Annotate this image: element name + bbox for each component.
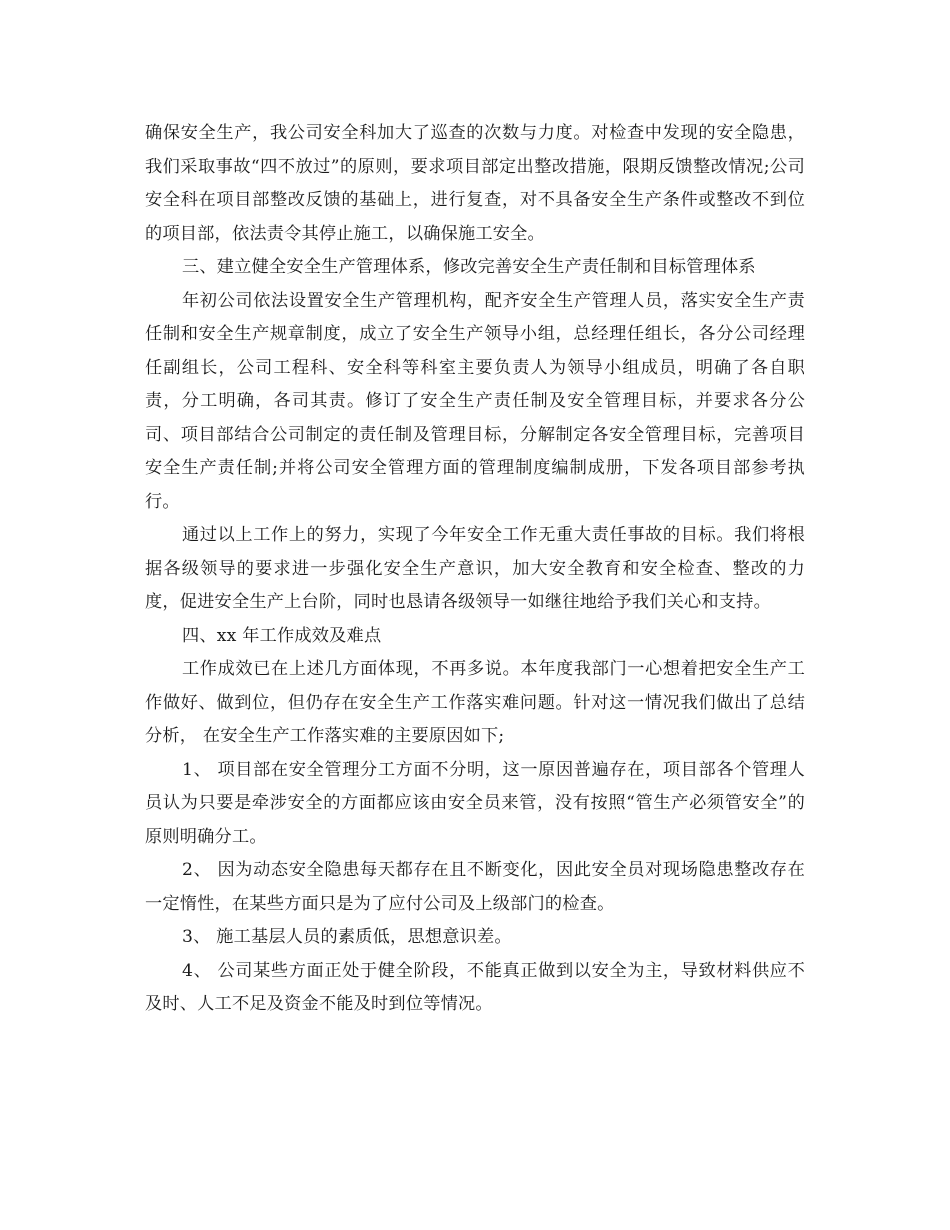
list-item-4: 4、 公司某些方面正处于健全阶段，不能真正做到以安全为主，导致材料供应不及时、人工不足及资金不能及时到位等情况。 [145,960,805,1014]
section-heading-4: 四、xx 年工作成效及难点 [182,625,382,646]
paragraph-management-system: 年初公司依法设置安全生产管理机构，配齐安全生产管理人员，落实安全生产责任制和安全生产规章制度，成立了安全生产领导小组，总经理任组长，各分公司经理任副组长，公司工程科、安全科等科室主要负责人为领导小组成员，明确了各自职责，分工明确，各司其责。修订了安全生产责任制及安全管理目标，并要求各分公司、项目部结合公司制定的责任制及管理目标，分解制定各安全管理目标，完善项目安全生产责任制;并将公司安全管理方面的管理制度编制成册，下发各项目部参考执行。 [145,290,805,512]
paragraph-safety-inspection: 确保安全生产，我公司安全科加大了巡查的次数与力度。对检查中发现的安全隐患，我们采取事故“四不放过”的原则，要求项目部定出整改措施，限期反馈整改情况;公司安全科在项目部整改反馈的基础上，进行复查，对不具备安全生产条件或整改不到位的项目部，依法责令其停止施工，以确保施工安全。 [145,123,805,244]
document-body [145,117,805,1022]
list-item-3: 3、 施工基层人员的素质低，思想意识差。 [182,927,512,947]
section-heading-3: 三、建立健全安全生产管理体系，修改完善安全生产责任制和目标管理体系 [182,257,756,277]
paragraph-achievement: 通过以上工作上的努力，实现了今年安全工作无重大责任事故的目标。我们将根据各级领导的要求进一步强化安全生产意识，加大安全教育和安全检查、整改的力度，促进安全生产上台阶，同时也恳请各级领导一如继往地给予我们关心和支持。 [145,525,805,612]
list-item-2: 2、 因为动态安全隐患每天都存在且不断变化，因此安全员对现场隐患整改存在一定惰性，在某些方面只是为了应付公司及上级部门的检查。 [145,860,805,914]
list-item-1: 1、 项目部在安全管理分工方面不分明，这一原因普遍存在，项目部各个管理人员认为只要是牵涉安全的方面都应该由安全员来管，没有按照“管生产必须管安全”的原则明确分工。 [145,759,805,847]
paragraph-results-difficulties: 工作成效已在上述几方面体现，不再多说。本年度我部门一心想着把安全生产工作做好、做到位，但仍存在安全生产工作落实难问题。针对这一情况我们做出了总结分析， 在安全生产工作落实难的主要原因如下; [145,659,805,746]
